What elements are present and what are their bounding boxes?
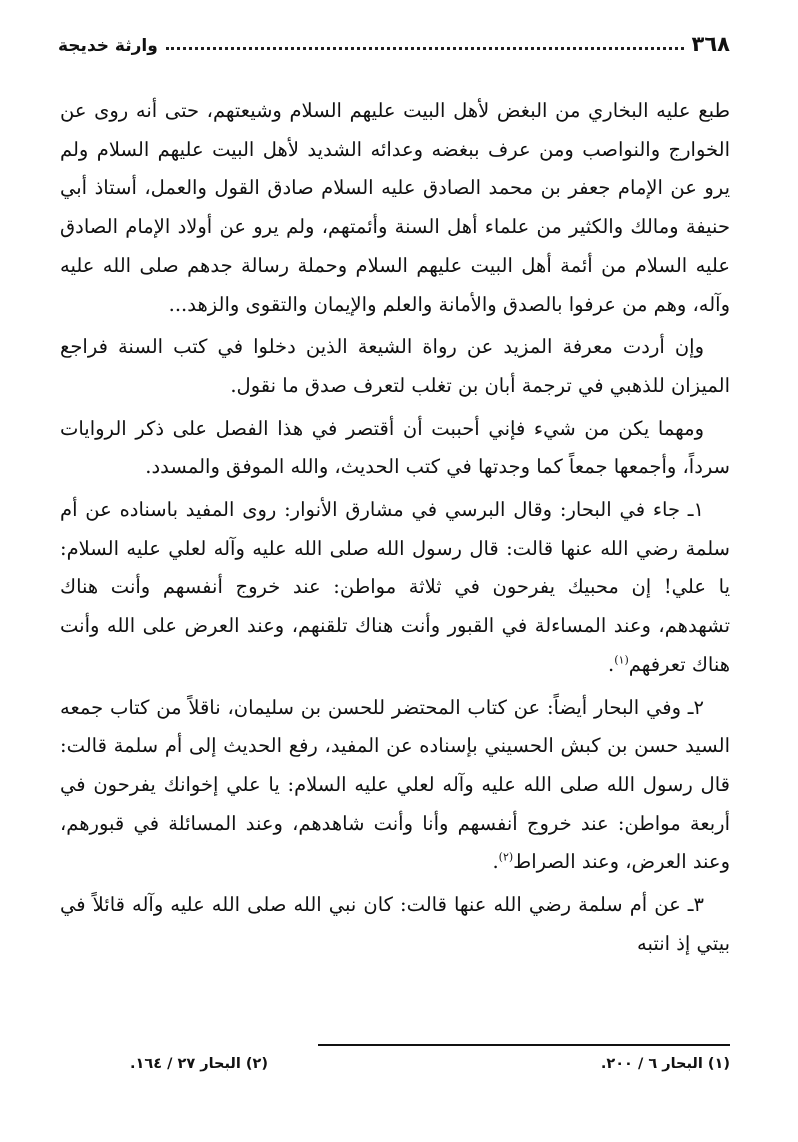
footnote: (١) البحار ٦ / ٢٠٠.: [600, 1056, 730, 1072]
page-number: ٣٦٨: [691, 32, 730, 56]
paragraph: ٢ـ وفي البحار أيضاً: عن كتاب المحتضر للحسن بن سليمان، ناقلاً من كتاب جمعه السيد حسن بن كبش الحسيني بإسناده عن المفيد، رفع الحديث إلى أم سلمة قالت: قال رسول الله صلى الله عليه وآله لعلي عليه السلام: يا علي إخوانك يفرحون في أربعة مواطن: عند خروج أنفسهم وأنا وأنت شاهدهم، وعند المسائلة في قبورهم، وعند العرض، وعند الصراط$^{(٢)}$.: [60, 695, 730, 874]
paragraph: وإن أردت معرفة المزيد عن رواة الشيعة الذين دخلوا في كتب السنة فراجع الميزان للذهبي في ترجمة أبان بن تغلب لتعرف صدق ما نقول.: [60, 335, 730, 397]
paragraph: ٣ـ عن أم سلمة رضي الله عنها قالت: كان نبي الله صلى الله عليه وآله قائلاً في بيتي إذ انتبه: [60, 893, 730, 955]
paragraph: طبع عليه البخاري من البغض لأهل البيت عليهم السلام وشيعتهم، حتى أنه روى عن الخوارج والنواصب ومن عرف ببغضه وعدائه الشديد لأهل البيت عليهم السلام ولم يرو عن الإمام جعفر بن محمد الصادق عليه السلام صادق القول والعمل، أستاذ أبي حنيفة ومالك والكثير من علماء أهل السنة وأئمتهم، ولم يرو عن أولاد الإمام الصادق عليه السلام من أئمة أهل البيت عليهم السلام وحملة رسالة جدهم صلى الله عليه وآله، وهم من عرفوا بالصدق والأمانة والعلم والإيمان والتقوى والزهد...: [60, 99, 730, 316]
header-dotted-leader: [166, 47, 684, 50]
footnote-ref: (١): [614, 653, 629, 667]
footnote-divider: [318, 1044, 730, 1046]
footnote: (٢) البحار ٢٧ / ١٦٤.: [130, 1056, 268, 1072]
paragraph-text: ٢ـ وفي البحار أيضاً: عن كتاب المحتضر للحسن بن سليمان، ناقلاً من كتاب جمعه السيد حسن بن كبش الحسيني بإسناده عن المفيد، رفع الحديث إلى أم سلمة قالت: قال رسول الله صلى الله عليه وآله لعلي عليه السلام: يا علي إخوانك يفرحون في أربعة مواطن: عند خروج أنفسهم وأنا وأنت شاهدهم، وعند المسائلة في قبورهم، وعند العرض، وعند الصراط: [60, 695, 730, 874]
book-title: وارثة خديجة: [58, 36, 158, 56]
footnote-ref: (٢): [498, 850, 514, 864]
paragraph-text: ١ـ جاء في البحار: وقال البرسي في مشارق الأنوار: روى المفيد باسناده عن أم سلمة رضي الله عنها قالت: قال رسول الله صلى الله عليه وآله لعلي عليه السلام: يا علي! إن محبيك يفرحون في ثلاثة مواطن: عند خروج أنفسهم وأنت هناك تشهدهم، وعند المساءلة في القبور وأنت هناك تلقنهم، وعند العرض على الله وأنت هناك تعرفهم: [60, 498, 730, 676]
page-body: [60, 92, 730, 967]
paragraph: ١ـ جاء في البحار: وقال البرسي في مشارق الأنوار: روى المفيد باسناده عن أم سلمة رضي الله عنها قالت: قال رسول الله صلى الله عليه وآله لعلي عليه السلام: يا علي! إن محبيك يفرحون في ثلاثة مواطن: عند خروج أنفسهم وأنت هناك تشهدهم، وعند المساءلة في القبور وأنت هناك تلقنهم، وعند العرض على الله وأنت هناك تعرفهم$^{(١)}$.: [60, 498, 730, 676]
running-header: [58, 26, 730, 56]
paragraph: ومهما يكن من شيء فإني أحببت أن أقتصر في هذا الفصل على ذكر الروايات سرداً، وأجمعها جمعاً كما وجدتها في كتب الحديث، والله الموفق والمسدد.: [60, 416, 730, 479]
footnotes: [70, 1056, 730, 1072]
